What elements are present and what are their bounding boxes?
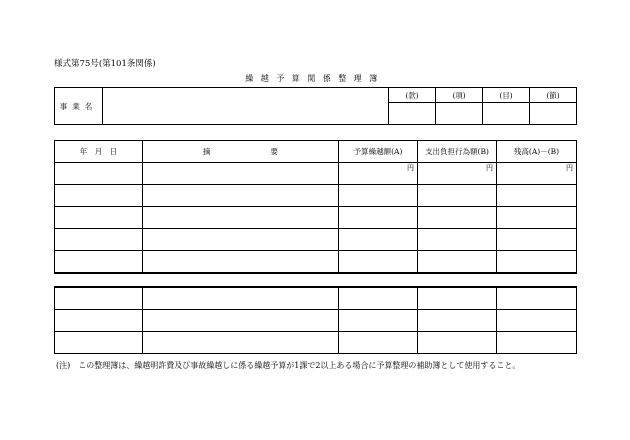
commitment-cell[interactable]: [418, 207, 497, 229]
document-title: 繰越予算関係整理簿: [245, 74, 385, 83]
ledger-row: [55, 310, 577, 332]
col-summary-header: 摘 要: [143, 141, 339, 163]
date-cell[interactable]: [55, 287, 143, 310]
budget-cell[interactable]: [339, 332, 418, 354]
ledger-row: [55, 185, 577, 207]
date-cell[interactable]: [55, 163, 143, 185]
ledger-row: [55, 163, 577, 185]
ledger-table-top: [54, 140, 577, 274]
date-cell[interactable]: [55, 251, 143, 274]
commitment-cell[interactable]: [418, 251, 497, 274]
date-cell[interactable]: [55, 229, 143, 251]
commitment-cell[interactable]: [418, 287, 497, 310]
date-cell[interactable]: [55, 310, 143, 332]
ledger-row: [55, 229, 577, 251]
date-cell[interactable]: [55, 207, 143, 229]
budget-cell[interactable]: [339, 310, 418, 332]
budget-cell[interactable]: [339, 207, 418, 229]
commitment-cell[interactable]: [418, 185, 497, 207]
balance-cell[interactable]: [497, 310, 577, 332]
balance-cell[interactable]: [497, 332, 577, 354]
class-moku-label: (目): [483, 88, 530, 103]
class-kan-field[interactable]: [389, 103, 436, 125]
date-cell[interactable]: [55, 332, 143, 354]
budget-cell[interactable]: [339, 229, 418, 251]
summary-cell[interactable]: [143, 332, 339, 354]
balance-cell[interactable]: [497, 251, 577, 274]
ledger-table-bottom: [54, 286, 577, 354]
date-cell[interactable]: [55, 185, 143, 207]
ledger-row: [55, 251, 577, 274]
col-budget-header: 予算繰越額(A): [339, 141, 418, 163]
commitment-cell[interactable]: [418, 310, 497, 332]
col-balance-header: 残高(A)－(B): [497, 141, 577, 163]
class-kou-label: (項): [436, 88, 483, 103]
summary-cell[interactable]: [143, 207, 339, 229]
budget-cell[interactable]: 円: [339, 163, 418, 185]
summary-cell[interactable]: [143, 185, 339, 207]
class-setsu-field[interactable]: [530, 103, 577, 125]
class-kan-label: (款): [389, 88, 436, 103]
balance-cell[interactable]: [497, 207, 577, 229]
project-table: [54, 87, 577, 125]
balance-cell[interactable]: 円: [497, 163, 577, 185]
commitment-cell[interactable]: 円: [418, 163, 497, 185]
summary-cell[interactable]: [143, 163, 339, 185]
project-name-field[interactable]: [103, 88, 389, 125]
ledger-row: [55, 207, 577, 229]
budget-cell[interactable]: [339, 287, 418, 310]
form-number: 様式第75号(第101条関係): [54, 59, 156, 69]
commitment-cell[interactable]: [418, 332, 497, 354]
summary-cell[interactable]: [143, 287, 339, 310]
balance-cell[interactable]: [497, 185, 577, 207]
balance-cell[interactable]: [497, 287, 577, 310]
ledger-row: [55, 332, 577, 354]
class-kou-field[interactable]: [436, 103, 483, 125]
class-setsu-label: (節): [530, 88, 577, 103]
col-date-header: 年 月 日: [55, 141, 143, 163]
balance-cell[interactable]: [497, 229, 577, 251]
summary-cell[interactable]: [143, 310, 339, 332]
ledger-row: [55, 287, 577, 310]
summary-cell[interactable]: [143, 251, 339, 274]
project-name-label: 事業名: [55, 88, 103, 125]
col-commitment-header: 支出負担行為額(B): [418, 141, 497, 163]
class-moku-field[interactable]: [483, 103, 530, 125]
footnote: (注) この整理簿は、繰越明許費及び事故繰越しに係る繰越予算が1課で2以上ある場合に予算整理の補助簿として使用すること。: [56, 361, 521, 370]
budget-cell[interactable]: [339, 185, 418, 207]
summary-cell[interactable]: [143, 229, 339, 251]
commitment-cell[interactable]: [418, 229, 497, 251]
budget-cell[interactable]: [339, 251, 418, 274]
